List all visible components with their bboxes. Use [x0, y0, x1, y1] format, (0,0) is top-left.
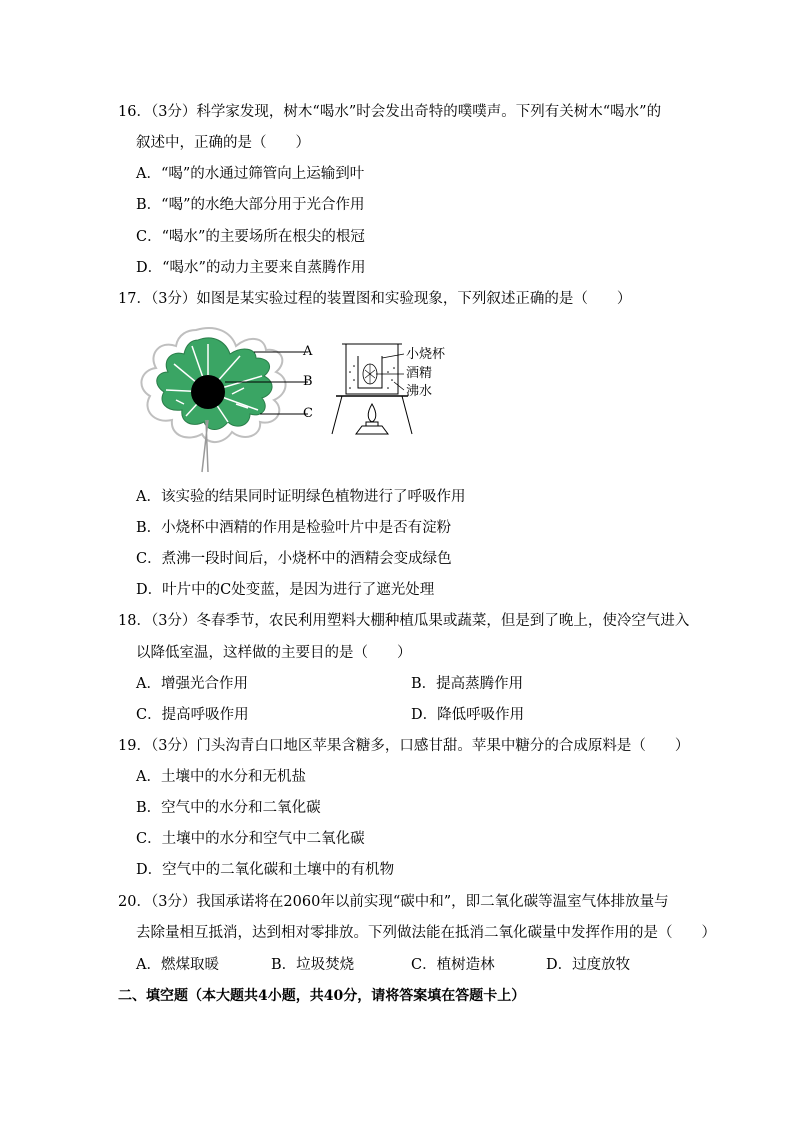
q19-option-a: A．土壤中的水分和无机盐	[136, 769, 306, 785]
label-c: C	[303, 406, 313, 421]
q20-stem-line-1: 20．（3分）我国承诺将在2060年以前实现“碳中和”，即二氧化碳等温室气体排放量与	[118, 894, 669, 910]
q19-option-d: D．空气中的二氧化碳和土壤中的有机物	[136, 862, 395, 878]
q16-stem-line-2: 叙述中，正确的是（ ）	[136, 135, 310, 151]
label-a: A	[303, 344, 313, 359]
q17-option-c: C．煮沸一段时间后，小烧杯中的酒精会变成绿色	[136, 551, 452, 567]
q16-option-d: D．“喝水”的动力主要来自蒸腾作用	[136, 260, 366, 276]
label-small-beaker: 小烧杯	[406, 347, 446, 362]
q20-option-b: B．垃圾焚烧	[271, 957, 355, 973]
q19-option-b: B．空气中的水分和二氧化碳	[136, 800, 321, 816]
q20-option-c: C．植树造林	[411, 957, 495, 973]
label-alcohol: 酒精	[406, 366, 433, 381]
section-heading-fill-in: 二、填空题（本大题共4小题，共40分，请将答案填在答题卡上）	[118, 988, 526, 1004]
q20-option-d: D．过度放牧	[546, 957, 631, 973]
black-disc	[191, 375, 225, 409]
label-b: B	[303, 374, 313, 389]
q18-option-b: B．提高蒸腾作用	[411, 676, 524, 692]
q18-option-d: D．降低呼吸作用	[411, 707, 525, 723]
q17-option-d: D．叶片中的C处变蓝，是因为进行了遮光处理	[136, 582, 435, 598]
q20-option-a: A．燃煤取暖	[136, 957, 219, 973]
q19-stem: 19．（3分）门头沟青白口地区苹果含糖多，口感甘甜。苹果中糖分的合成原料是（ ）	[118, 738, 690, 754]
q16-option-a: A．“喝”的水通过筛管向上运输到叶	[136, 166, 365, 182]
q19-option-c: C．土壤中的水分和空气中二氧化碳	[136, 831, 365, 847]
q17-option-b: B．小烧杯中酒精的作用是检验叶片中是否有淀粉	[136, 520, 452, 536]
q20-stem-line-2: 去除量相互抵消，达到相对零排放。下列做法能在抵消二氧化碳量中发挥作用的是（ ）	[136, 925, 716, 941]
q16-option-c: C．“喝水”的主要场所在根尖的根冠	[136, 229, 365, 245]
q16-stem-line-1: 16．（3分）科学家发现，树木“喝水”时会发出奇特的噗噗声。下列有关树木“喝水”的	[118, 104, 662, 120]
q18-option-a: A．增强光合作用	[136, 676, 248, 692]
label-boiling-water: 沸水	[406, 384, 433, 399]
q17-option-a: A．该实验的结果同时证明绿色植物进行了呼吸作用	[136, 489, 466, 505]
q17-stem: 17．（3分）如图是某实验过程的装置图和实验现象，下列叙述正确的是（ ）	[118, 291, 632, 307]
q18-stem-line-1: 18．（3分）冬春季节，农民利用塑料大棚种植瓜果或蔬菜，但是到了晚上，使冷空气进入	[118, 613, 690, 629]
q17-figure	[136, 322, 476, 474]
q18-stem-line-2: 以降低室温，这样做的主要目的是（ ）	[136, 645, 412, 661]
q16-option-b: B．“喝”的水绝大部分用于光合作用	[136, 197, 365, 213]
q18-option-c: C．提高呼吸作用	[136, 707, 249, 723]
heating-apparatus	[332, 344, 412, 434]
